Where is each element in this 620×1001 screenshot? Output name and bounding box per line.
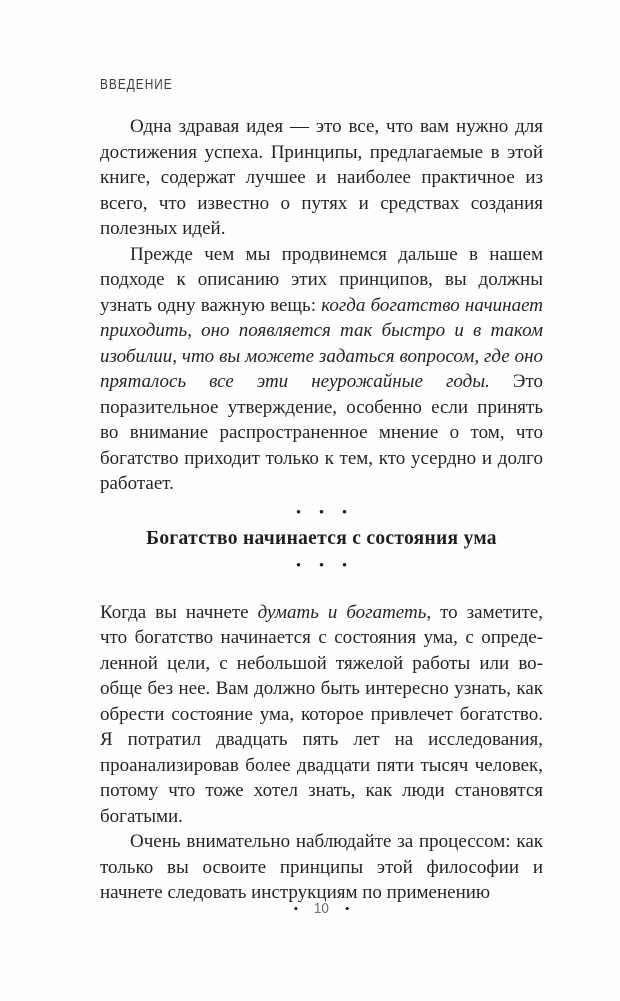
section-divider-dots-top: • • •	[295, 504, 348, 521]
text-block	[100, 114, 543, 906]
text-run: Прежде чем мы продвинемся дальше в нашем подходе к описанию этих принципов, вы должны узнать одну важную вещь:	[100, 243, 543, 316]
folio-left-dot: •	[293, 901, 299, 916]
text-run: Очень внимательно наблюдайте за процессом: как только вы освоите принципы этой философии и начнете следовать инструкциям по применению	[100, 831, 543, 903]
body-paragraphs	[100, 600, 543, 906]
running-head: ВВЕДЕНИЕ	[100, 77, 173, 93]
folio-page-number: 10	[313, 900, 330, 917]
paragraph	[100, 114, 543, 242]
text-run: Когда вы начнете	[100, 601, 258, 623]
folio-right-dot: •	[344, 901, 350, 916]
page-number-footer	[100, 901, 543, 917]
paragraph	[100, 829, 543, 906]
italic-text-run: когда богатство начинает приходить, оно появляется так быстро и в таком изобилии, что вы можете задаться вопросом, где оно пряталось все эти неурожайные годы.	[100, 294, 543, 392]
section-heading: Богатство начинается с состояния ума	[146, 527, 497, 549]
text-run: , то заметите, что богатство начинается с состояния ума, с определенной цели, с небольшой тяжелой работы или вообще без нее. Вам должно быть интересно узнать, как обрести состояние ума, которое привлечет богатство. Я потратил двадцать пять лет на исследования, проанализировав более двадцати пяти тысяч человек, потому что тоже хотел знать, как люди становятся богатыми.	[100, 601, 543, 827]
paragraph	[100, 600, 543, 830]
paragraph	[100, 242, 543, 497]
italic-text-run: думать и богатеть	[257, 601, 427, 623]
text-run: Это поразительное утверждение, особенно если принять во внимание распространенное мнение о том, что богатство приходит только к тем, кто усердно и долго работает.	[100, 371, 543, 494]
section-divider-dots-bottom: • • •	[295, 557, 348, 574]
section-break	[100, 505, 543, 574]
text-run: Одна здравая идея — это все, что вам нужно для достижения успеха. Принципы, предлагаемые в этой книге, содержат лучшее и наиболее практичное из всего, что известно о путях и средствах создания полезных идей.	[100, 116, 543, 239]
intro-paragraphs	[100, 114, 543, 497]
